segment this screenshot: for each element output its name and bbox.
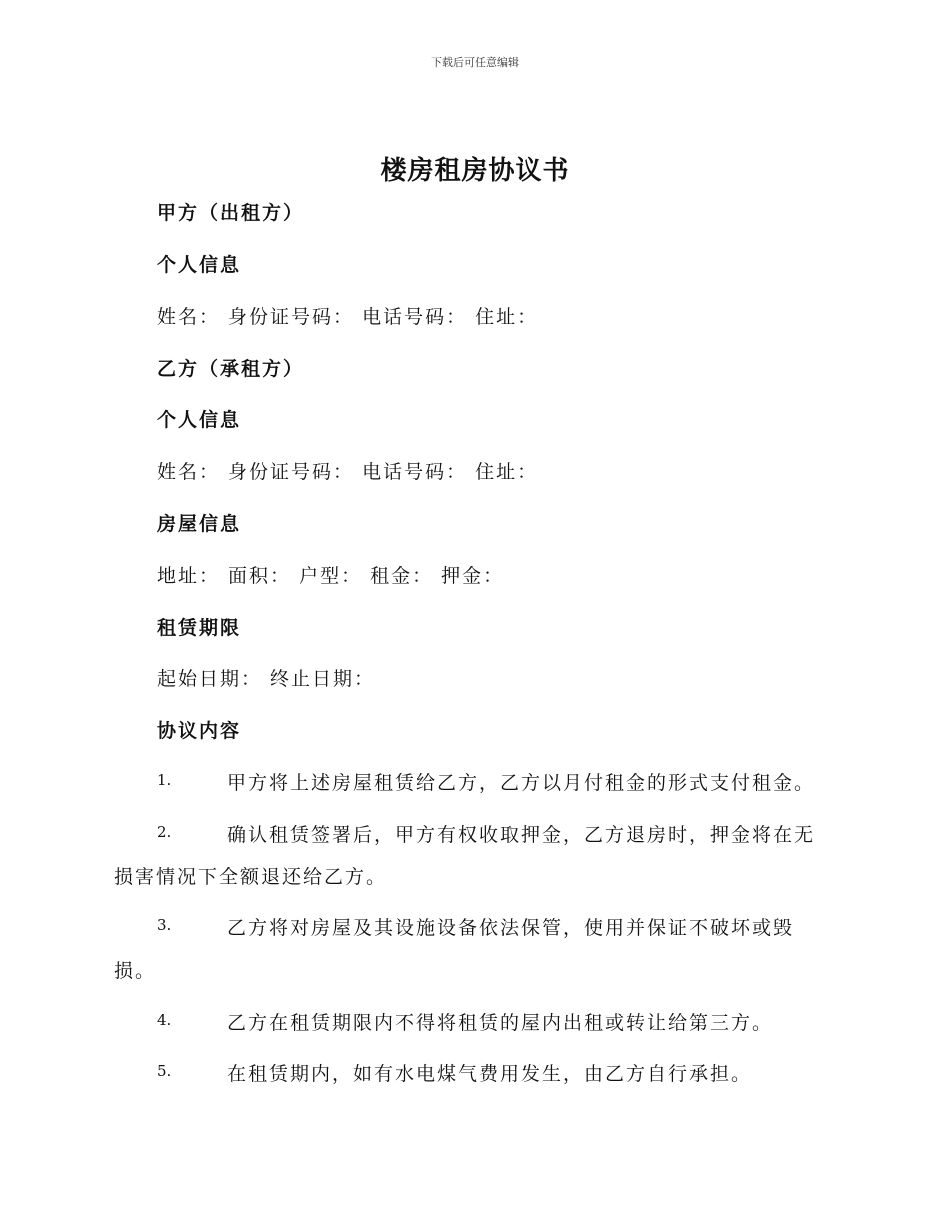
agreement-item-4-number: 4.: [157, 1011, 172, 1029]
agreement-item-4-text: 乙方在租赁期限内不得将租赁的屋内出租或转让给第三方。: [227, 1012, 774, 1034]
house-fields: 地址： 面积： 户型： 租金： 押金：: [157, 565, 505, 587]
agreement-item-2-number: 2.: [157, 823, 172, 841]
party-b-info-heading: 个人信息: [157, 409, 242, 431]
agreement-item-1-text: 甲方将上述房屋租赁给乙方，乙方以月付租金的形式支付租金。: [227, 772, 816, 794]
agreement-item-3-text: 乙方将对房屋及其设施设备依法保管，使用并保证不破坏或毁: [227, 917, 795, 939]
party-b-heading: 乙方（承租方）: [157, 358, 305, 380]
party-a-fields: 姓名： 身份证号码： 电话号码： 住址：: [157, 306, 539, 328]
agreement-item-2-text: 确认租赁签署后，甲方有权收取押金，乙方退房时，押金将在无: [227, 824, 816, 846]
party-a-heading: 甲方（出租方）: [157, 202, 305, 224]
agreement-item-3-continuation: 损。: [114, 960, 157, 982]
party-a-info-heading: 个人信息: [157, 254, 242, 276]
agreement-item-5-text: 在租赁期内，如有水电煤气费用发生，由乙方自行承担。: [227, 1063, 753, 1085]
party-b-fields: 姓名： 身份证号码： 电话号码： 住址：: [157, 461, 539, 483]
agreement-item-1-number: 1.: [157, 771, 172, 789]
agreement-item-3-number: 3.: [157, 916, 172, 934]
term-fields: 起始日期： 终止日期：: [157, 668, 376, 690]
header-note: 下载后可任意编辑: [431, 56, 519, 69]
house-heading: 房屋信息: [157, 513, 242, 535]
term-heading: 租赁期限: [157, 617, 242, 639]
document-title: 楼房租房协议书: [380, 156, 570, 186]
agreement-item-2-continuation: 损害情况下全额退还给乙方。: [114, 866, 388, 888]
agreement-heading: 协议内容: [157, 720, 242, 742]
agreement-item-5-number: 5.: [157, 1062, 172, 1080]
